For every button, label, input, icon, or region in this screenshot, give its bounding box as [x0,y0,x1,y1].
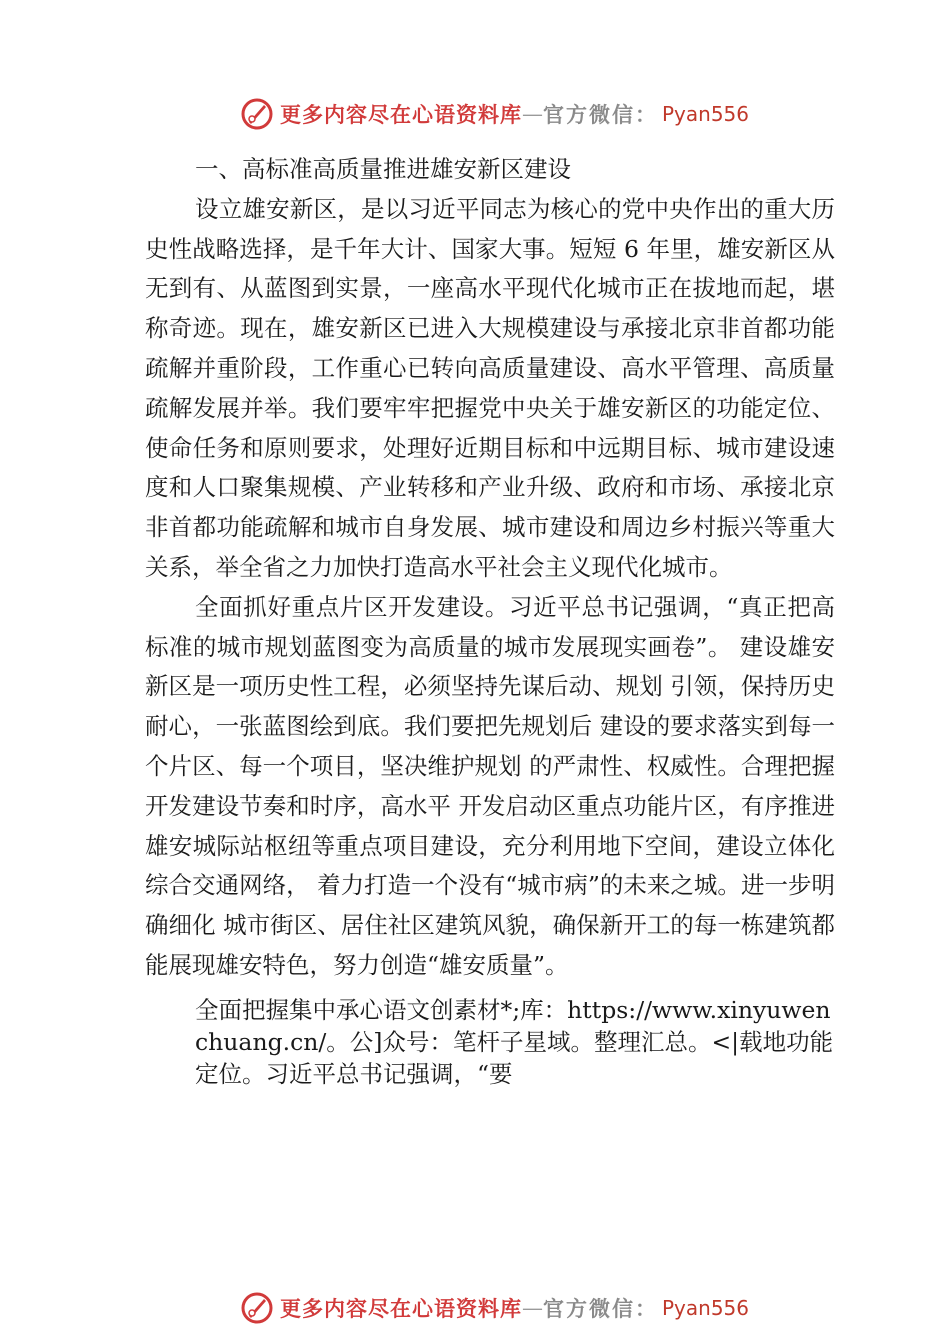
quill-circle-icon [240,97,274,131]
watermark-separator: — [522,102,543,126]
watermark-text: 更多内容尽在心语资料库 [280,102,522,127]
watermark-text: 更多内容尽在心语资料库 [280,1296,522,1321]
section-heading: 一、高标准高质量推进雄安新区建设 [195,155,571,183]
watermark-header [240,96,760,132]
paragraph-1: 设立雄安新区，是以习近平同志为核心的党中央作出的重大历史性战略选择，是千年大计、国家大事。短短 6 年里，雄安新区从无到有、从蓝图到实景，一座高水平现代化城市正在拔地而起，堪称奇迹。现在，雄安新区已进入大规模建设与承接北京非首都功能疏解并重阶段，工作重心已转向高质量建设、高水平管理、高质量疏解发展并举。我们要牢牢把握党中央关于雄安新区的功能定位、使命任务和原则要求，处理好近期目标和中远期目标、城市建设速度和人口聚集规模、产业转移和产业升级、政府和市场、承接北京非首都功能疏解和城市自身发展、城市建设和周边乡村振兴等重大关系，举全省之力加快打造高水平社会主义现代化城市。 [145,194,835,581]
watermark-wechat-id: Pyan556 [662,102,750,126]
watermark-footer [240,1290,760,1326]
watermark-wechat-label: 官方微信： [543,102,658,127]
watermark-wechat-id: Pyan556 [662,1296,750,1320]
document-body [145,150,835,1090]
watermark-wechat-label: 官方微信： [543,1296,658,1321]
paragraph-2: 全面抓好重点片区开发建设。习近平总书记强调，“真正把高标准的城市规划蓝图变为高质量的城市发展现实画卷”。 建设雄安新区是一项历史性工程，必须坚持先谋后动、规划 引领，保持历史耐心，一张蓝图绘到底。我们要把先规划后 建设的要求落实到每一个片区、每一个项目，坚决维护规划 的严肃性、权威性。合理把握开发建设节奏和时序，高水平 开发启动区重点功能片区，有序推进雄安城际站枢纽等重点项目建设，充分利用地下空间，建设立体化综合交通网络， 着力打造一个没有“城市病”的未来之城。进一步明确细化 城市街区、居住社区建筑风貌，确保新开工的每一栋建筑都 能展现雄安特色，努力创造“雄安质量”。 [145,592,835,979]
paragraph-3: 全面把握集中承心语文创素材*;库：https://www.xinyuwenchuang.cn/。公]众号：笔杆子星域。整理汇总。<|载地功能定位。习近平总书记强调，“要 [195,995,834,1088]
quill-circle-icon [240,1291,274,1325]
watermark-separator: — [522,1296,543,1320]
